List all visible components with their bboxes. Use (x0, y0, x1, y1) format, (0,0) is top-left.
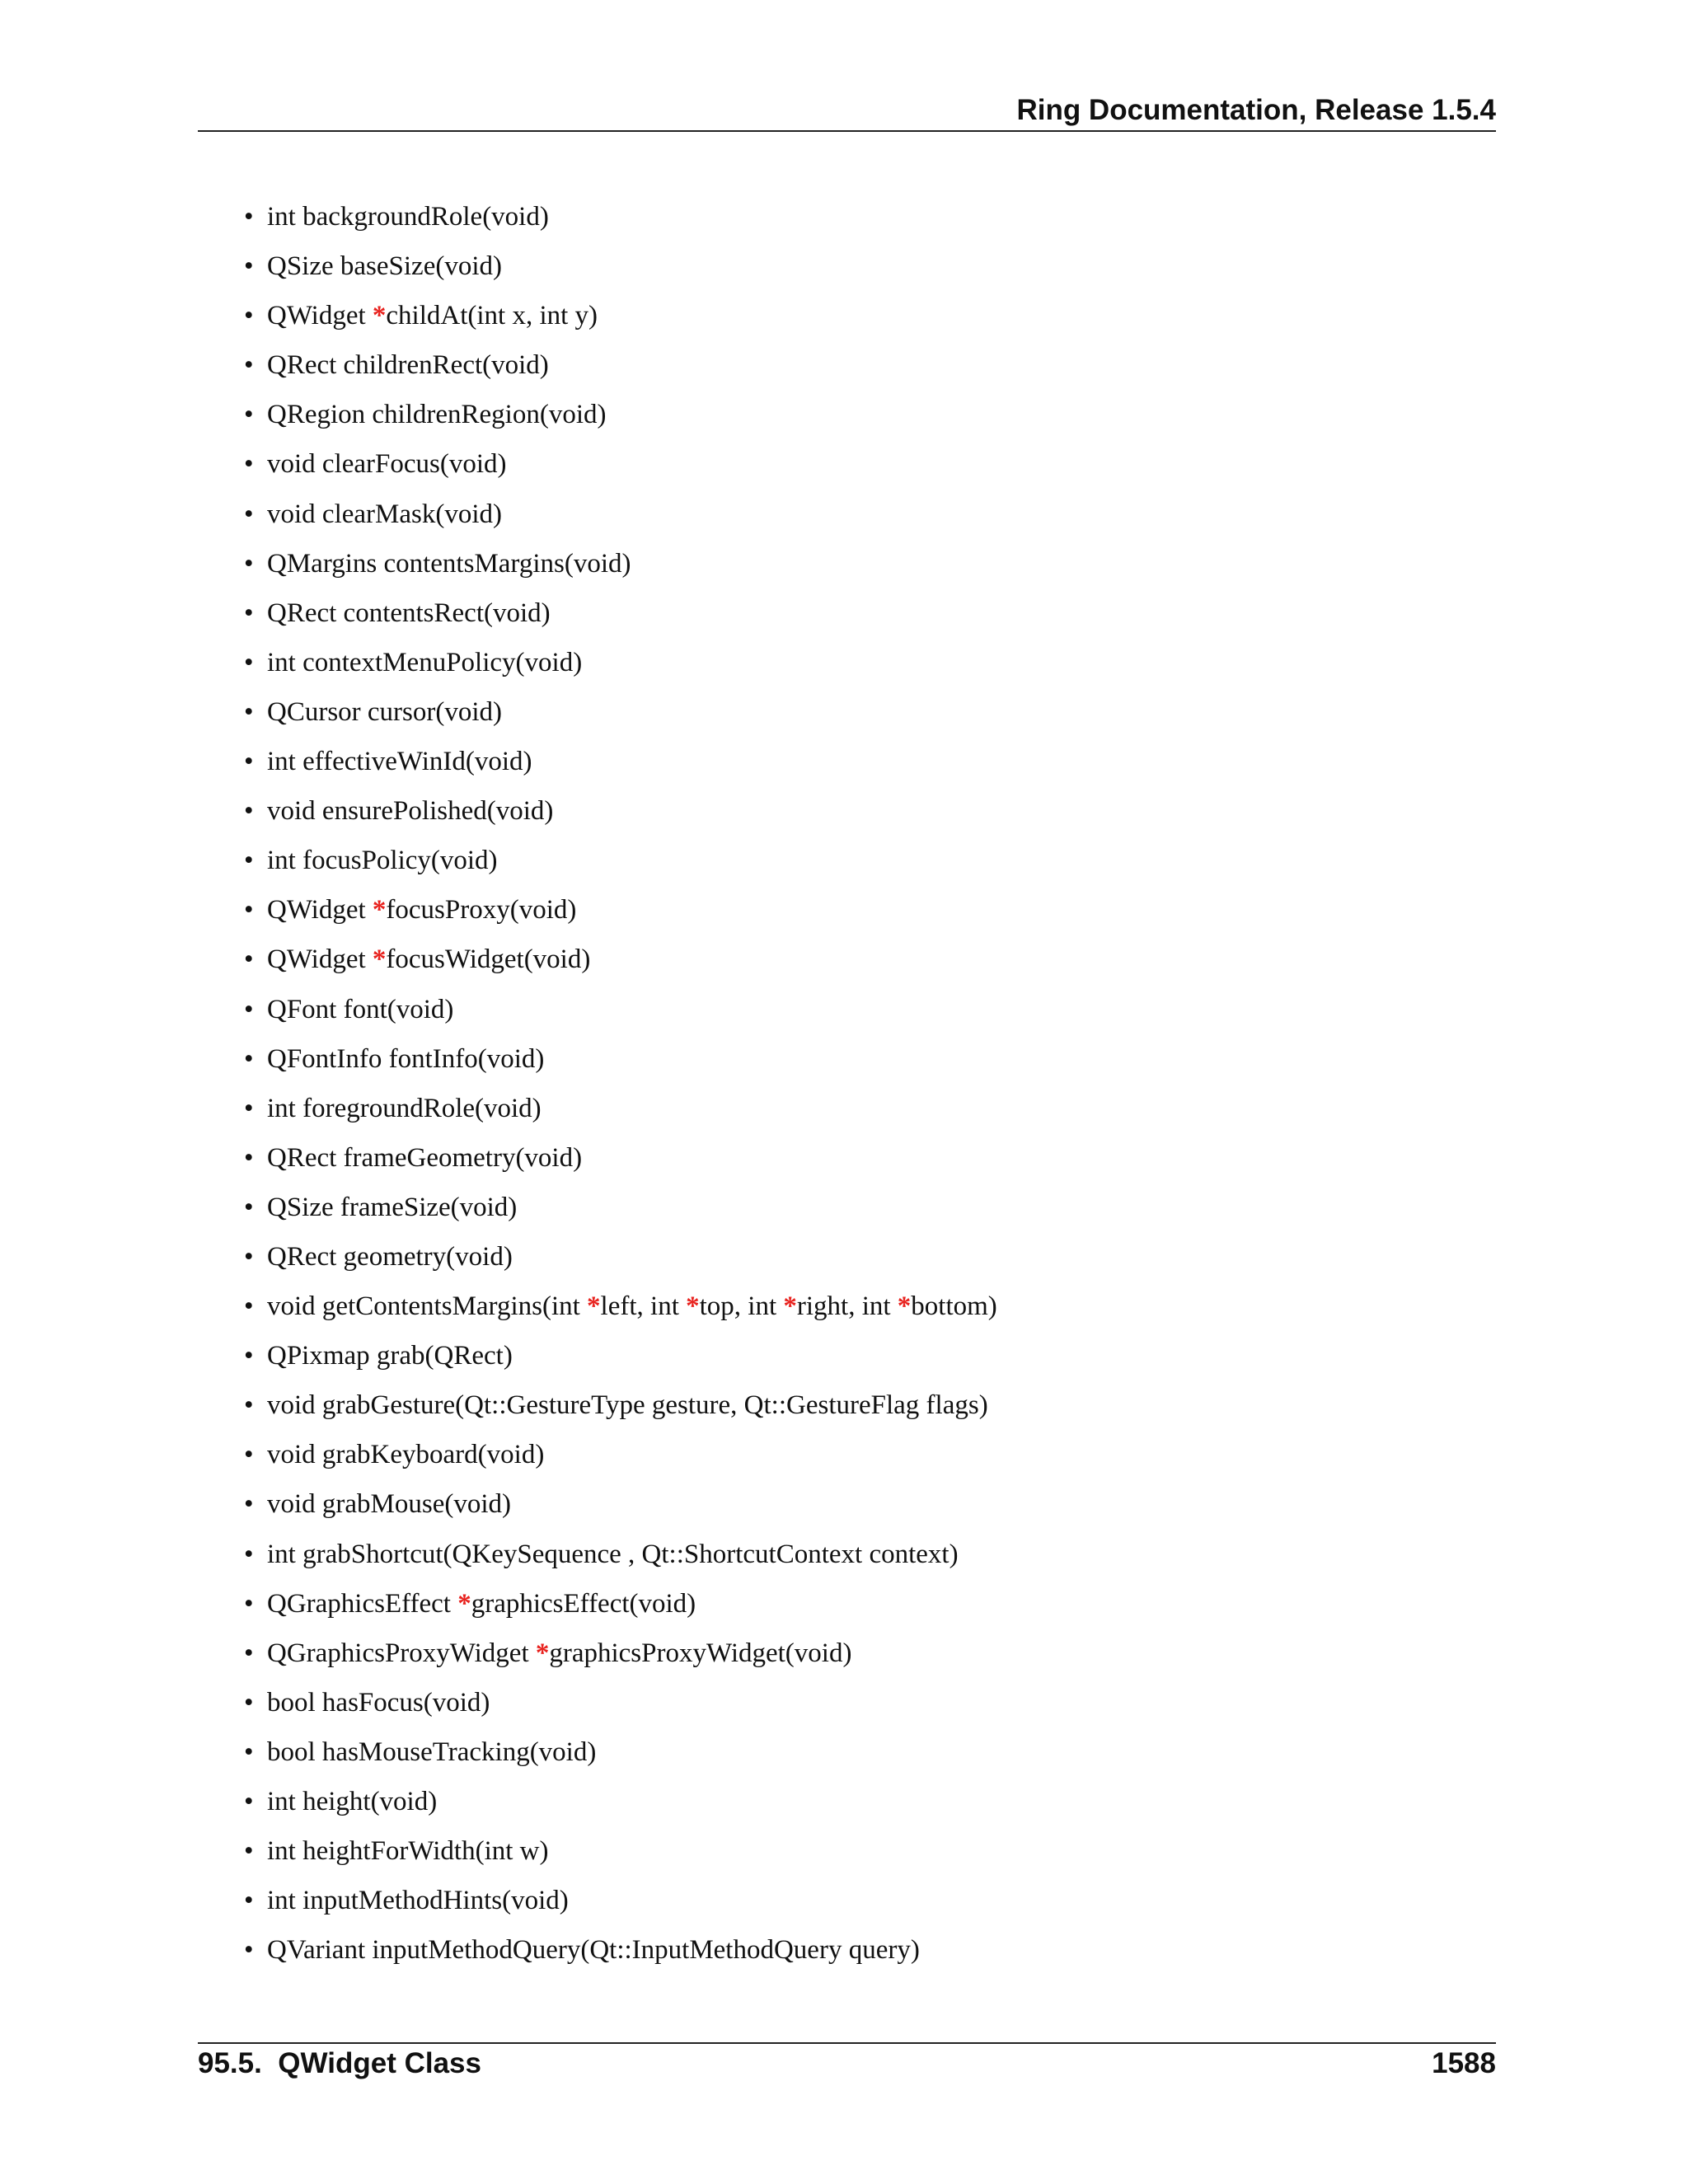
footer-section-title: 95.5. QWidget Class (198, 2047, 481, 2079)
method-list-item (239, 741, 997, 790)
page-header-title: Ring Documentation, Release 1.5.4 (1016, 94, 1496, 126)
method-signature-text: QRegion childrenRegion(void) (267, 400, 607, 430)
bullet-icon: • (244, 895, 254, 926)
method-list-item (239, 1236, 997, 1286)
method-list-item (239, 1830, 997, 1880)
bullet-icon: • (244, 301, 254, 331)
method-list-item (239, 1583, 997, 1633)
bullet-icon: • (244, 846, 254, 876)
bullet-icon: • (244, 796, 254, 827)
method-list-item (239, 939, 997, 988)
method-signature-text: QRect contentsRect(void) (267, 598, 551, 628)
method-list-item (239, 1137, 997, 1187)
method-list-item (239, 1534, 997, 1583)
method-list-item (239, 691, 997, 741)
pointer-asterisk: * (457, 1588, 471, 1619)
method-signature-text: bool hasMouseTracking(void) (267, 1736, 597, 1767)
method-signature-text: void getContentsMargins(int (267, 1291, 588, 1322)
method-list-item (239, 840, 997, 889)
bullet-icon: • (244, 548, 254, 579)
method-signature-text: int contextMenuPolicy(void) (267, 647, 583, 677)
method-list-item (239, 1187, 997, 1236)
method-signature-text: QWidget (267, 895, 373, 926)
method-signature-text: int effectiveWinId(void) (267, 747, 532, 777)
bullet-icon: • (244, 1192, 254, 1222)
method-signature-text: right, int (796, 1291, 898, 1322)
method-signature-text: QWidget (267, 944, 373, 975)
method-list-item (239, 394, 997, 443)
method-signature-text: QRect childrenRect(void) (267, 350, 549, 381)
method-signature-text: QWidget (267, 301, 373, 331)
method-signature-text: bottom) (911, 1291, 997, 1322)
method-signature-text: QSize baseSize(void) (267, 251, 502, 282)
bullet-icon: • (244, 1093, 254, 1123)
bullet-icon: • (244, 1341, 254, 1371)
bullet-icon: • (244, 1390, 254, 1421)
method-signature-text: void clearFocus(void) (267, 449, 507, 480)
method-list-item (239, 1732, 997, 1781)
method-signature-text: int backgroundRole(void) (267, 202, 549, 232)
method-signature-text: QRect frameGeometry(void) (267, 1142, 583, 1173)
method-list-item (239, 543, 997, 593)
bullet-icon: • (244, 1489, 254, 1520)
method-signature-text: QRect geometry(void) (267, 1241, 513, 1272)
method-list-item (239, 593, 997, 642)
bullet-icon: • (244, 499, 254, 529)
method-signature-text: int height(void) (267, 1787, 438, 1816)
method-list-item (239, 1286, 997, 1335)
method-signature-text: void grabKeyboard(void) (267, 1440, 545, 1470)
method-list-item (239, 989, 997, 1038)
method-signature-text: int foregroundRole(void) (267, 1093, 542, 1123)
method-signature-text: void grabGesture(Qt::GestureType gesture, Qt::GestureFlag flags) (267, 1390, 988, 1421)
method-signature-text: QVariant inputMethodQuery(Qt::InputMethodQuery query) (267, 1935, 920, 1966)
bullet-icon: • (244, 994, 254, 1024)
method-list (239, 196, 997, 1979)
bullet-icon: • (244, 400, 254, 430)
method-signature-text: int heightForWidth(int w) (267, 1836, 549, 1867)
method-list-item (239, 1929, 997, 1979)
method-signature-text: int inputMethodHints(void) (267, 1886, 569, 1916)
bullet-icon: • (244, 696, 254, 727)
header-divider (198, 130, 1496, 132)
method-list-item (239, 1483, 997, 1533)
method-signature-text: bool hasFocus(void) (267, 1687, 490, 1718)
bullet-icon: • (244, 1588, 254, 1619)
pointer-asterisk: * (372, 895, 387, 926)
method-list-item (239, 344, 997, 394)
pointer-asterisk: * (783, 1291, 797, 1322)
method-signature-text: graphicsEffect(void) (471, 1588, 696, 1619)
bullet-icon: • (244, 1241, 254, 1272)
bullet-icon: • (244, 1043, 254, 1074)
method-list-item (239, 1434, 997, 1483)
bullet-icon: • (244, 1935, 254, 1966)
method-list-item (239, 1088, 997, 1137)
bullet-icon: • (244, 251, 254, 282)
bullet-icon: • (244, 1687, 254, 1718)
bullet-icon: • (244, 747, 254, 777)
bullet-icon: • (244, 1291, 254, 1322)
method-list-item (239, 790, 997, 840)
method-list-item (239, 1781, 997, 1830)
bullet-icon: • (244, 1886, 254, 1916)
pointer-asterisk: * (686, 1291, 700, 1322)
method-signature-text: void ensurePolished(void) (267, 796, 554, 827)
method-signature-text: left, int (600, 1291, 687, 1322)
method-signature-text: QGraphicsProxyWidget (267, 1638, 536, 1668)
method-list-item (239, 889, 997, 939)
pointer-asterisk: * (372, 944, 387, 975)
method-signature-text: void clearMask(void) (267, 499, 502, 529)
method-list-item (239, 1385, 997, 1434)
footer-divider (198, 2042, 1496, 2044)
bullet-icon: • (244, 1836, 254, 1867)
method-signature-text: int grabShortcut(QKeySequence , Qt::ShortcutContext context) (267, 1539, 959, 1569)
method-list-item (239, 295, 997, 344)
method-signature-text: top, int (699, 1291, 784, 1322)
method-signature-text: childAt(int x, int y) (386, 301, 598, 331)
pointer-asterisk: * (587, 1291, 601, 1322)
pointer-asterisk: * (372, 301, 387, 331)
method-signature-text: graphicsProxyWidget(void) (549, 1638, 852, 1668)
method-list-item (239, 642, 997, 691)
bullet-icon: • (244, 647, 254, 677)
method-list-item (239, 1880, 997, 1929)
method-list-item (239, 246, 997, 295)
method-list-item (239, 443, 997, 493)
method-signature-text: QPixmap grab(QRect) (267, 1341, 513, 1371)
method-signature-text: int focusPolicy(void) (267, 846, 498, 876)
method-signature-text: QFontInfo fontInfo(void) (267, 1043, 545, 1074)
method-list-item (239, 196, 997, 246)
footer-page-number: 1588 (1432, 2047, 1496, 2079)
bullet-icon: • (244, 944, 254, 975)
bullet-icon: • (244, 1142, 254, 1173)
method-list-item (239, 1682, 997, 1732)
bullet-icon: • (244, 1440, 254, 1470)
method-signature-text: void grabMouse(void) (267, 1489, 512, 1520)
bullet-icon: • (244, 598, 254, 628)
method-list-item (239, 1633, 997, 1682)
method-list-item (239, 494, 997, 543)
bullet-icon: • (244, 350, 254, 381)
bullet-icon: • (244, 202, 254, 232)
method-signature-text: QSize frameSize(void) (267, 1192, 518, 1222)
method-signature-text: QFont font(void) (267, 994, 454, 1024)
pointer-asterisk: * (897, 1291, 912, 1322)
bullet-icon: • (244, 1736, 254, 1767)
method-list-item (239, 1038, 997, 1088)
method-list-item (239, 1335, 997, 1385)
bullet-icon: • (244, 449, 254, 480)
bullet-icon: • (244, 1539, 254, 1569)
method-signature-text: QGraphicsEffect (267, 1588, 458, 1619)
bullet-icon: • (244, 1638, 254, 1668)
method-signature-text: focusWidget(void) (386, 944, 591, 975)
bullet-icon: • (244, 1787, 254, 1816)
method-signature-text: focusProxy(void) (386, 895, 577, 926)
method-signature-text: QMargins contentsMargins(void) (267, 548, 631, 579)
pointer-asterisk: * (535, 1638, 550, 1668)
method-signature-text: QCursor cursor(void) (267, 696, 503, 727)
